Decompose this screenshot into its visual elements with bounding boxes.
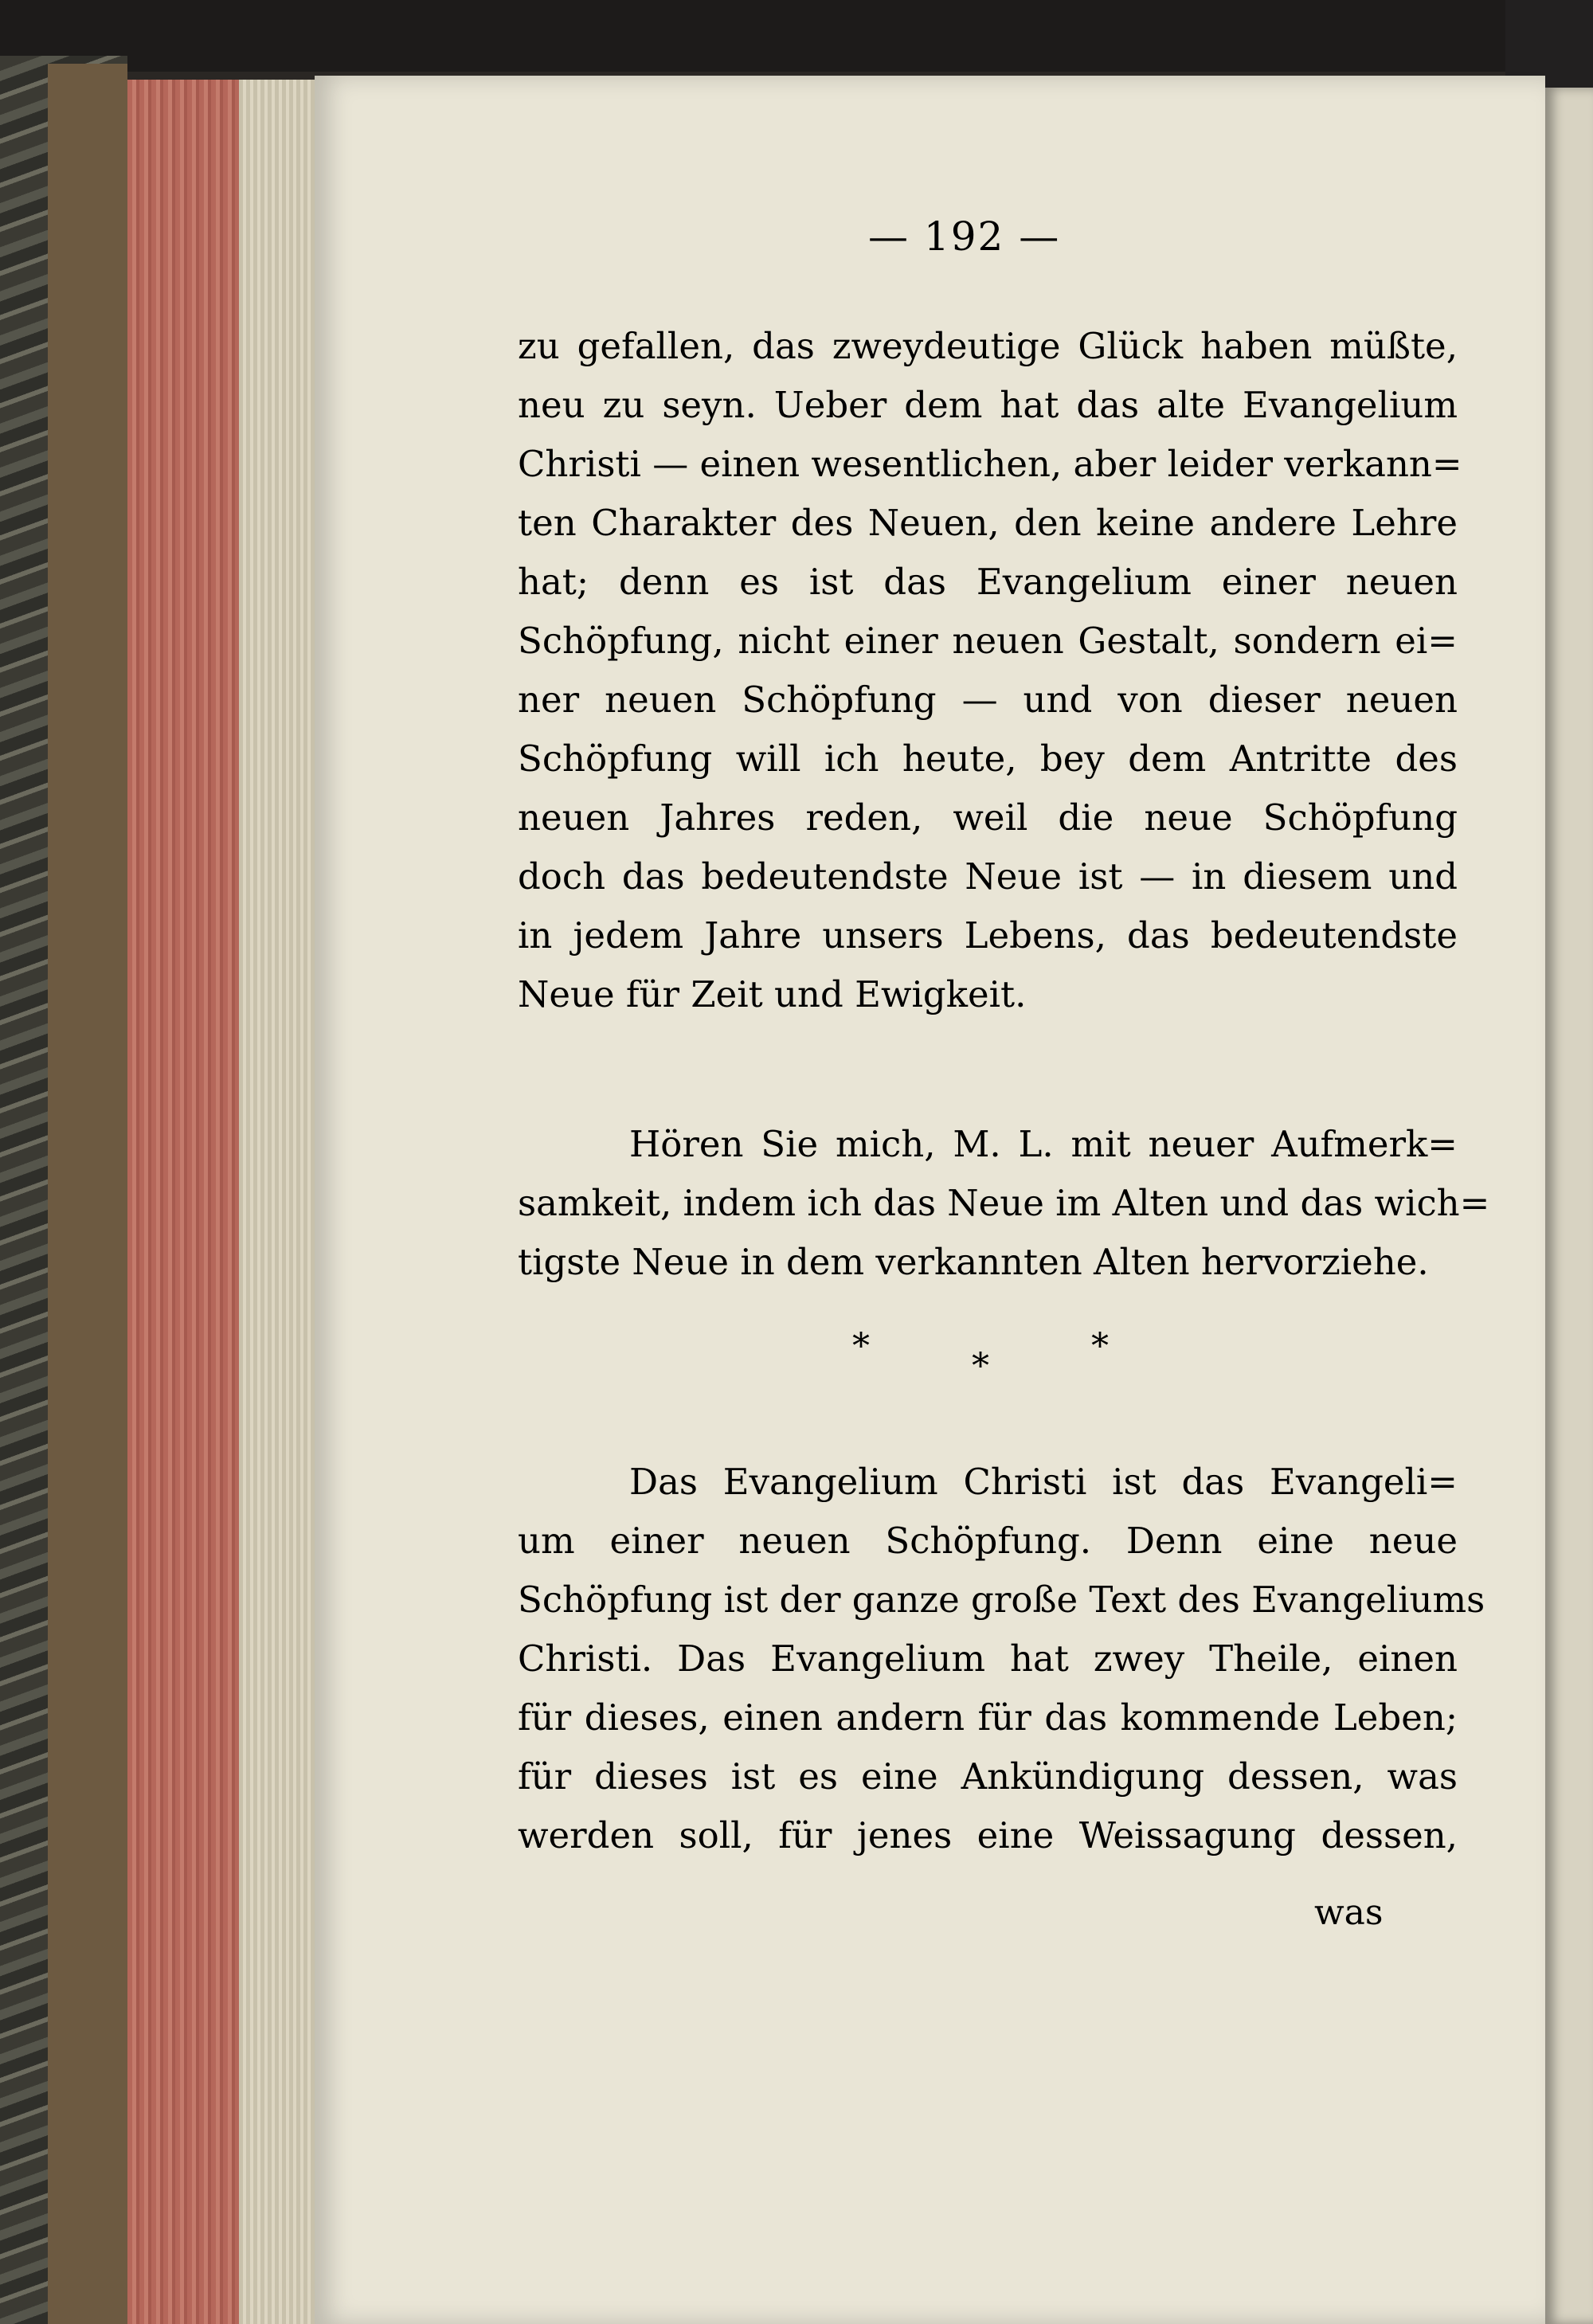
text-line: Schöpfung ist der ganze große Text des Evangeliums (518, 1579, 1485, 1621)
text-line: neu zu seyn. Ueber dem hat das alte Evangelium (518, 384, 1458, 426)
text-line: Christi — einen wesentlichen, aber leider verkann= (518, 443, 1462, 485)
text-line: in jedem Jahre unsers Lebens, das bedeutendste (518, 914, 1458, 957)
text-line: Schöpfung will ich heute, bey dem Antritte des (518, 737, 1458, 780)
page-number: — 192 — (868, 213, 1061, 260)
text-line: werden soll, für jenes eine Weissagung dessen, (518, 1814, 1458, 1856)
facing-page-edge (1545, 88, 1593, 2324)
text-line: Das Evangelium Christi ist das Evangeli= (629, 1461, 1458, 1503)
text-line: um einer neuen Schöpfung. Denn eine neue (518, 1520, 1458, 1562)
text-line: ten Charakter des Neuen, den keine andere Lehre (518, 502, 1458, 544)
text-line: für dieses, einen andern für das kommende Leben; (518, 1696, 1458, 1739)
text-line: zu gefallen, das zweydeutige Glück haben müßte, (518, 325, 1458, 367)
text-line: neuen Jahres reden, weil die neue Schöpfung (518, 796, 1458, 839)
text-line: Hören Sie mich, M. L. mit neuer Aufmerk= (629, 1123, 1458, 1165)
text-line: Neue für Zeit und Ewigkeit. (518, 973, 1027, 1015)
page-edges-light (239, 80, 319, 2324)
text-line: samkeit, indem ich das Neue im Alten und das wich= (518, 1182, 1490, 1224)
text-line: hat; denn es ist das Evangelium einer neuen (518, 561, 1458, 603)
separator-asterisk: * (852, 1326, 870, 1367)
text-line: für dieses ist es eine Ankündigung dessen, was (518, 1755, 1458, 1798)
text-line: doch das bedeutendste Neue ist — in diesem und (518, 855, 1458, 898)
text-line: Christi. Das Evangelium hat zwey Theile, einen (518, 1637, 1458, 1680)
text-line: ner neuen Schöpfung — und von dieser neuen (518, 679, 1458, 721)
text-line: Schöpfung, nicht einer neuen Gestalt, sondern ei= (518, 620, 1458, 662)
text-line: tigste Neue in dem verkannten Alten hervorziehe. (518, 1241, 1429, 1283)
catchword: was (1314, 1892, 1384, 1933)
separator-asterisk: * (1091, 1326, 1109, 1367)
book-cover-edge (48, 64, 127, 2324)
background-top (0, 0, 1593, 72)
separator-asterisk: * (972, 1346, 989, 1387)
